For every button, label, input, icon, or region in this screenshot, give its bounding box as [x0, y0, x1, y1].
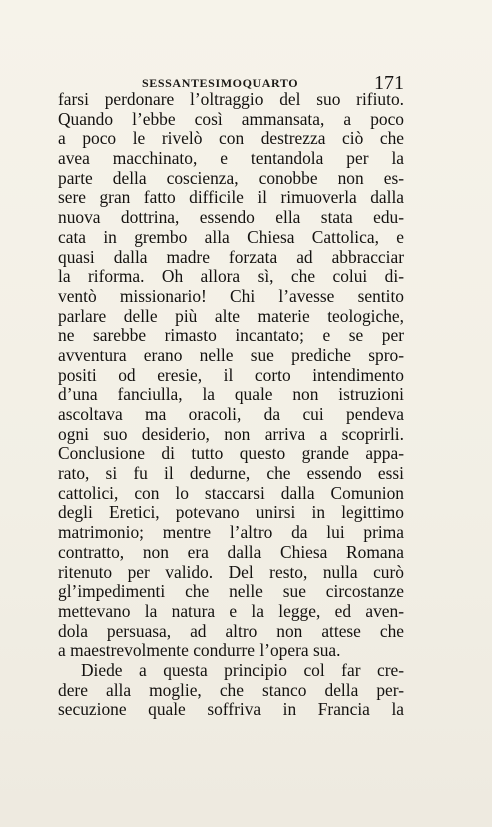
- text-line: d’una fanciulla, la quale non istruzioni: [58, 384, 404, 405]
- text-line: cattolici, con lo staccarsi dalla Comunion: [58, 482, 404, 503]
- text-line: avea macchinato, e tentandola per la: [58, 148, 404, 169]
- text-line: gl’impedimenti che nelle sue circostanze: [58, 581, 404, 602]
- text-line: ogni suo desiderio, non arriva a scoprirli.: [58, 423, 404, 444]
- text-line: dola persuasa, ad altro non attese che: [58, 620, 404, 641]
- text-line: secuzione quale soffriva in Francia la: [58, 699, 404, 720]
- text-line: matrimonio; mentre l’altro da lui prima: [58, 522, 404, 543]
- text-line: Diede a questa principio col far cre-: [81, 659, 404, 680]
- text-line: rato, si fu il dedurne, che essendo essi: [58, 463, 404, 484]
- text-line: ne sarebbe rimasto incantato; e se per: [58, 325, 404, 346]
- text-line: quasi dalla madre forzata ad abbracciar: [58, 246, 404, 267]
- text-line: ascoltava ma oracoli, da cui pendeva: [58, 404, 404, 424]
- text-line: nuova dottrina, essendo ella stata edu-: [58, 207, 404, 228]
- text-line: Conclusione di tutto questo grande appa-: [58, 443, 404, 464]
- body-text: [58, 90, 404, 720]
- text-line: degli Eretici, potevano unirsi in legittimo: [58, 502, 404, 523]
- text-line: mettevano la natura e la legge, ed aven-: [58, 600, 404, 621]
- text-line: contratto, non era dalla Chiesa Romana: [58, 541, 404, 562]
- text-line: parlare delle più alte materie teologiche,: [58, 305, 404, 326]
- text-line: avventura erano nelle sue prediche spro-: [58, 344, 404, 365]
- text-line: cata in grembo alla Chiesa Cattolica, e: [58, 226, 404, 247]
- text-line: sere gran fatto difficile il rimuoverla dalla: [58, 187, 404, 208]
- text-line: dere alla moglie, che stanco della per-: [58, 679, 404, 700]
- running-head: SESSANTESIMOQUARTO: [142, 76, 299, 90]
- text-line: ventò missionario! Chi l’avesse sentito: [58, 285, 404, 306]
- text-line: parte della coscienza, conobbe non es-: [58, 167, 404, 188]
- page-number: 171: [374, 72, 404, 94]
- text-line: a maestrevolmente condurre l’opera sua.: [58, 640, 341, 661]
- text-line: Quando l’ebbe così ammansata, a poco: [58, 108, 404, 129]
- text-line: farsi perdonare l’oltraggio del suo rifiuto.: [58, 89, 404, 109]
- text-line: positi od eresie, il corto intendimento: [58, 364, 404, 385]
- text-line: la riforma. Oh allora sì, che colui di-: [58, 266, 404, 287]
- text-line: a poco le rivelò con destrezza ciò che: [58, 128, 404, 149]
- text-line: ritenuto per valido. Del resto, nulla curò: [58, 561, 404, 582]
